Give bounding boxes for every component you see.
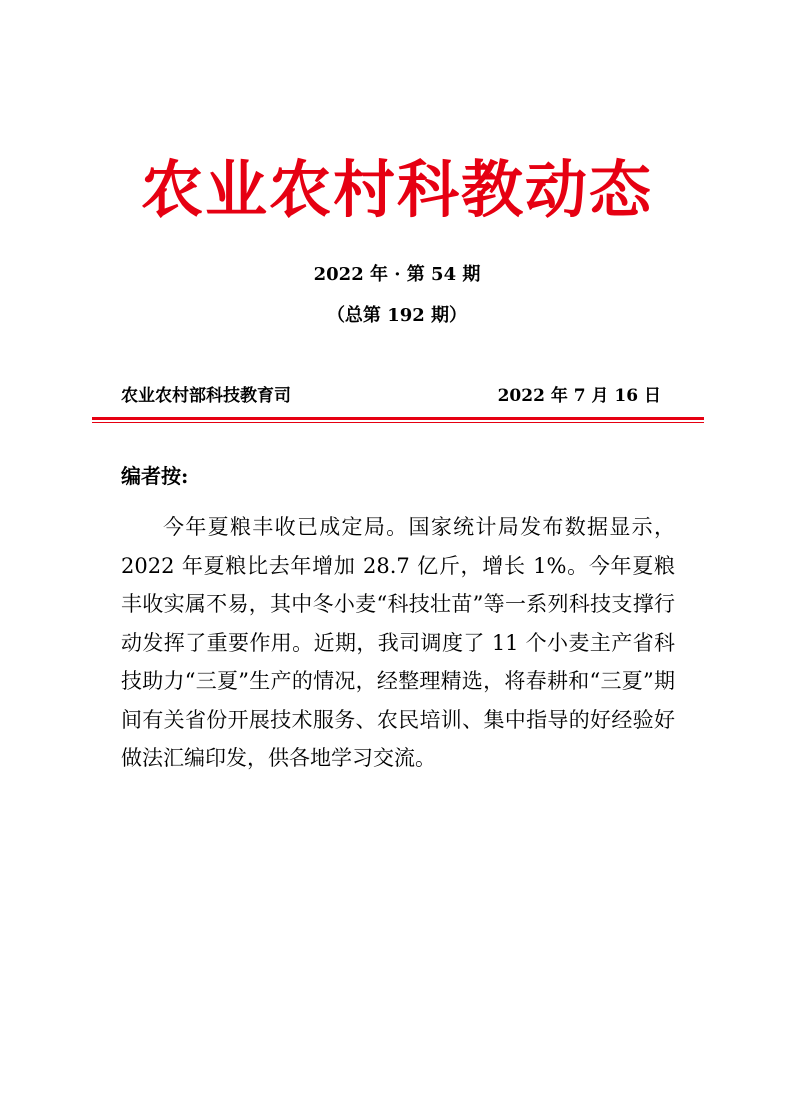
- masthead-title: 农业农村科教动态: [140, 153, 653, 226]
- header-divider: [92, 417, 704, 420]
- header-divider-thin: [92, 422, 704, 423]
- editor-note-heading: 编者按:: [121, 464, 189, 488]
- editor-note-body: 今年夏粮丰收已成定局。国家统计局发布数据显示，2022 年夏粮比去年增加 28.7 亿斤，增长 1%。今年夏粮丰收实属不易，其中冬小麦“科技壮苗”等一系列科技支撑行动发挥了重要作用。近期，我司调度了 11 个小麦主产省科技助力“三夏”生产的情况，经整理精选，将春耕和“三夏”期间有关省份开展技术服务、农民培训、集中指导的好经验好做法汇编印发，供各地学习交流。: [121, 515, 675, 770]
- publisher: 农业农村部科技教育司: [121, 386, 291, 406]
- total-issue-number: （总第 192 期）: [326, 305, 468, 326]
- publication-date: 2022 年 7 月 16 日: [497, 386, 661, 406]
- issue-number: 2022 年 · 第 54 期: [313, 264, 481, 285]
- publication-meta-row: [121, 383, 661, 409]
